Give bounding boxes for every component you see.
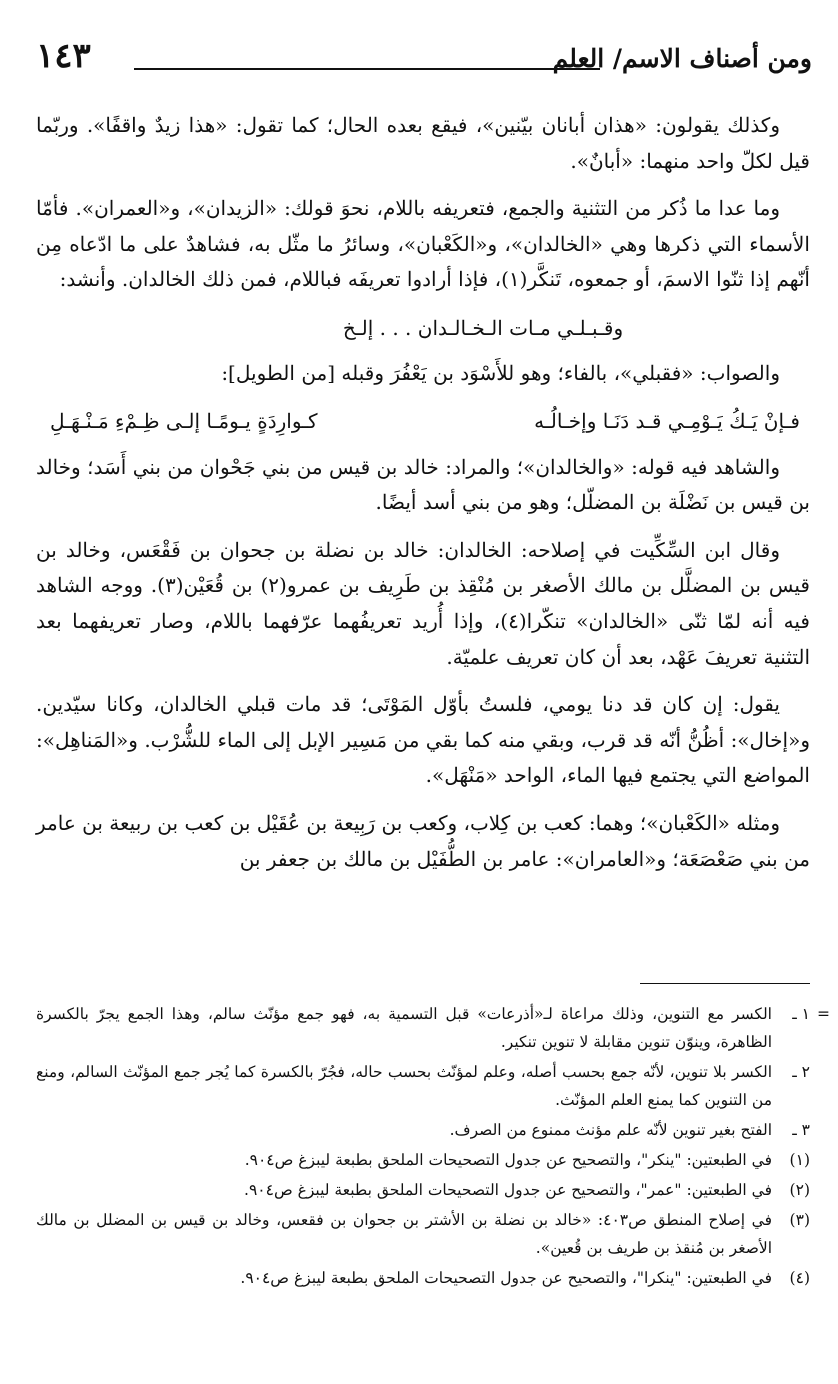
- paragraph-text: والشاهد فيه قوله: «والخالدان»؛ والمراد: خالد بن قيس من بني جَحْوان من بني أَسَد؛ وخالد بن قيس بن نَضْلَة بن المضلّل؛ وهو من بني أسد أيضًا.: [36, 454, 810, 515]
- paragraph-text: والصواب: «فقبلي»، بالفاء؛ وهو للأَسْوَد بن يَعْفُرَ وقبله [من الطويل]:: [221, 360, 780, 385]
- running-title: ومن أصناف الاسم/ العلم: [552, 44, 812, 73]
- footnote-text: في الطبعتين: "عمر"، والتصحيح عن جدول التصحيحات الملحق بطبعة ليبزغ ص٩٠٤.: [244, 1181, 772, 1199]
- body-paragraph: [36, 108, 810, 179]
- body-paragraph: [36, 687, 810, 794]
- footnote-marker: ٢ ـ: [792, 1063, 810, 1081]
- verse-first-hemistich: فـإنْ يَـكُ يَـوْمِـي قـد دَنَـا وإخـالُـه: [534, 408, 800, 433]
- verse-line: وقـبـلـي مـات الـخـالـدان . . . إلـخ: [342, 315, 624, 340]
- footnotes: [36, 1000, 830, 1294]
- body-paragraph: [36, 533, 810, 675]
- footnote-marker: (١): [789, 1151, 810, 1169]
- page-number: ١٤٣: [36, 36, 91, 76]
- body-paragraph: [36, 356, 810, 392]
- paragraph-text: وكذلك يقولون: «هذان أبانان بيّنين»، فيقع بعده الحال؛ كما تقول: «هذا زيدٌ واقفًا». وربّما قيل لكلّ واحد منهما: «أبانٌ».: [36, 113, 810, 173]
- body-paragraph: [36, 806, 810, 877]
- footnote-separator: [640, 983, 810, 984]
- footnote-text: الفتح بغير تنوين لأنّه علم مؤنث ممنوع من الصرف.: [449, 1121, 772, 1139]
- footnote: [36, 1176, 810, 1204]
- footnote: [36, 1206, 810, 1262]
- footnote-text: الكسر مع التنوين، وذلك مراعاة لـ«أذرعات» قبل التسمية به، فهو جمع مؤنّث سالم، وهذا الجمع يجرّ بالكسرة الظاهرة، وينوّن تنوين مقابلة لا تنوين تنكير.: [36, 1005, 772, 1051]
- header-rule: [134, 68, 600, 70]
- footnote-continuation-mark: =: [817, 1005, 830, 1023]
- footnote-text: في الطبعتين: "ينكر"، والتصحيح عن جدول التصحيحات الملحق بطبعة ليبزغ ص٩٠٤.: [244, 1151, 772, 1169]
- paragraph-text: وما عدا ما ذُكر من التثنية والجمع، فتعريفه باللام، نحوَ قولك: «الزيدان»، و«العمران». فأمّا الأسماء التي ذكرها وهي «الخالدان»، و«الكَعْبان»، وسائرُ ما مثّل به، فشاهدٌ على ما ادّعاه مِن أنّهم إذا ثنّوا الاسمَ، أو جمعوه، تَنكَّر(١)، فإذا أرادوا تعريفَه فباللام، فمن ذلك الخالدان. وأنشد:: [36, 196, 810, 292]
- footnote-marker: (٢): [789, 1181, 810, 1199]
- footnote: [36, 1000, 830, 1056]
- body-paragraph: [36, 450, 810, 521]
- footnote: [36, 1058, 810, 1114]
- footnote-marker: (٣): [789, 1211, 810, 1229]
- footnote: [36, 1264, 810, 1292]
- verse-second-hemistich: كـوارِدَةٍ يـومًـا إلـى ظِـمْءِ مَـنْـهَـلِ: [50, 408, 318, 433]
- footnote-text: الكسر بلا تنوين، لأنّه جمع بحسب أصله، وعلم لمؤنّث بحسب حاله، فجُرّ بالكسرة كما يُجر جمع المؤنّث السالم، ومنع من التنوين كما يمنع العلم المؤنّث.: [36, 1063, 772, 1109]
- paragraph-text: ومثله «الكَعْبان»؛ وهما: كعب بن كِلاب، وكعب بن رَبِيعة بن عُقَيْل بن كعب بن ربيعة بن عامر من بني صَعْصَعَة؛ و«العامران»: عامر بن الطُّفَيْل بن مالك بن جعفر بن: [36, 810, 810, 871]
- footnote-marker: ٣ ـ: [792, 1121, 810, 1139]
- footnote: [36, 1146, 810, 1174]
- footnote-marker: ١ ـ: [792, 1005, 810, 1023]
- footnote-text: في الطبعتين: "ينكرا"، والتصحيح عن جدول التصحيحات الملحق بطبعة ليبزغ ص٩٠٤.: [240, 1269, 772, 1287]
- running-header: [36, 38, 812, 82]
- footnote-marker: (٤): [789, 1269, 810, 1287]
- footnote-text: في إصلاح المنطق ص٤٠٣: «خالد بن نضلة بن الأشتر بن جحوان بن فقعس، وخالد بن قيس بن المضلل بن مالك الأصغر بن مُنقذ بن طريف بن قُعين».: [36, 1211, 772, 1257]
- paragraph-text: وقال ابن السِّكِّيت في إصلاحه: الخالدان: خالد بن نضلة بن جحوان بن فَقْعَس، وخالد بن قيس بن المضلَّل بن مالك الأصغر بن مُنْقِذ بن طَرِيف بن عمرو(٢) بن قُعَيْن(٣). ووجه الشاهد فيه أنه لمّا ثنّى «الخالدان» تنكّرا(٤)، وإذا أُريد تعريفُهما عرّفهما باللام، وصار تعريفهما بعد التثنية تعريفَ عَهْد، بعد أن كان تعريف علميّة.: [36, 537, 810, 669]
- main-text: [36, 108, 810, 889]
- body-paragraph: [36, 191, 810, 298]
- verse-couplet: [36, 404, 810, 438]
- footnote: [36, 1116, 810, 1144]
- paragraph-text: يقول: إن كان قد دنا يومي، فلستُ بأوّل المَوْتَى؛ قد مات قبلي الخالدان، وكانا سيّدين. و«إخال»: أظُنُّ أنّه قد قرب، وبقي منه كما بقي من مَسِير الإبل إلى الماء للشُّرْب. و«المَناهِل»: المواضع التي يجتمع فيها الماء، الواحد «مَنْهَل».: [36, 692, 810, 788]
